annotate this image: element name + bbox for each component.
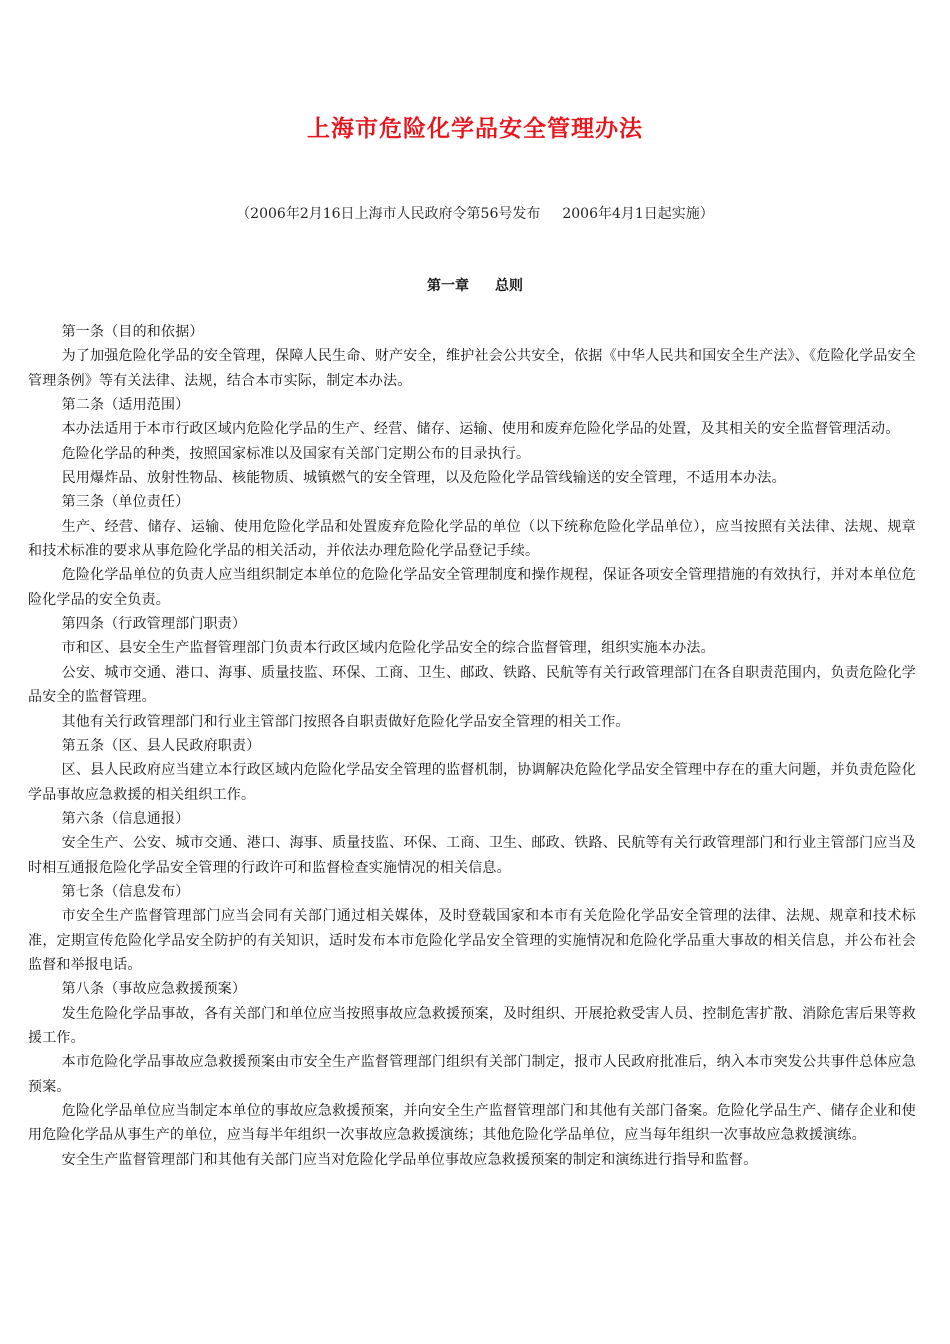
article-4-paragraph-2: 公安、城市交通、港口、海事、质量技监、环保、工商、卫生、邮政、铁路、民航等有关行政管理部门在各自职责范围内，负责危险化学品安全的监督管理。 (28, 664, 916, 706)
article-7-heading: 第七条（信息发布） (61, 883, 190, 900)
document-body (28, 320, 916, 1172)
article-7-paragraph: 市安全生产监督管理部门应当会同有关部门通过相关媒体，及时登载国家和本市有关危险化学品安全管理的法律、法规、规章和技术标准，定期宣传危险化学品安全防护的有关知识，适时发布本市危险化学品安全管理的实施情况和危险化学品重大事故的相关信息，并公布社会监督和举报电话。 (28, 908, 916, 973)
document-title: 上海市危险化学品安全管理办法 (307, 116, 643, 142)
article-8-paragraph-2: 本市危险化学品事故应急救援预案由市安全生产监督管理部门组织有关部门制定，报市人民政府批准后，纳入本市突发公共事件总体应急预案。 (28, 1054, 916, 1095)
article-3-paragraph-2: 危险化学品单位的负责人应当组织制定本单位的危险化学品安全管理制度和操作规程，保证各项安全管理措施的有效执行，并对本单位危险化学品的安全负责。 (28, 567, 916, 608)
article-2-paragraph-3: 民用爆炸品、放射性物品、核能物质、城镇燃气的安全管理，以及危险化学品管线输送的安全管理，不适用本办法。 (61, 470, 786, 487)
chapter-heading (0, 275, 950, 295)
chapter-number: 第一章 (427, 278, 469, 294)
article-3-paragraph-1: 生产、经营、储存、运输、使用危险化学品和处置废弃危险化学品的单位（以下统称危险化学品单位），应当按照有关法律、法规、规章和技术标准的要求从事危险化学品的相关活动，并依法办理危险化学品登记手续。 (28, 518, 916, 560)
effective-date-info: 2006年4月1日起实施） (562, 206, 714, 222)
chapter-title: 总则 (495, 278, 523, 294)
article-4-paragraph-1: 市和区、县安全生产监督管理部门负责本行政区域内危险化学品安全的综合监督管理，组织实施本办法。 (61, 640, 715, 657)
article-8-paragraph-4: 安全生产监督管理部门和其他有关部门应当对危险化学品单位事故应急救援预案的制定和演练进行指导和监督。 (61, 1151, 758, 1168)
article-6-paragraph: 安全生产、公安、城市交通、港口、海事、质量技监、环保、工商、卫生、邮政、铁路、民航等有关行政管理部门和行业主管部门应当及时相互通报危险化学品安全管理的行政许可和监督检查实施情况的相关信息。 (28, 835, 916, 876)
article-1-paragraph: 为了加强危险化学品的安全管理，保障人民生命、财产安全，维护社会公共安全，依据《中华人民共和国安全生产法》、《危险化学品安全管理条例》等有关法律、法规，结合本市实际，制定本办法。 (28, 348, 916, 389)
article-1-heading: 第一条（目的和依据） (61, 324, 204, 340)
article-8-heading: 第八条（事故应急救援预案） (61, 981, 247, 998)
article-4-paragraph-3: 其他有关行政管理部门和行业主管部门按照各自职责做好危险化学品安全管理的相关工作。 (61, 713, 630, 730)
article-5-heading: 第五条（区、县人民政府职责） (61, 737, 261, 754)
article-8-paragraph-3: 危险化学品单位应当制定本单位的事故应急救援预案，并向安全生产监督管理部门和其他有关部门备案。危险化学品生产、储存企业和使用危险化学品从事生产的单位，应当每半年组织一次事故应急救援演练；其他危险化学品单位，应当每年组织一次事故应急救援演练。 (28, 1103, 916, 1144)
article-6-heading: 第六条（信息通报） (61, 810, 190, 827)
promulgation-info: （2006年2月16日上海市人民政府令第56号发布 (236, 206, 541, 222)
article-2-paragraph-2: 危险化学品的种类，按照国家标准以及国家有关部门定期公布的目录执行。 (61, 445, 531, 462)
article-5-paragraph: 区、县人民政府应当建立本行政区域内危险化学品安全管理的监督机制，协调解决危险化学品安全管理中存在的重大问题，并负责危险化学品事故应急救援的相关组织工作。 (28, 762, 916, 803)
article-4-heading: 第四条（行政管理部门职责） (61, 616, 247, 633)
article-2-heading: 第二条（适用范围） (61, 397, 190, 414)
article-8-paragraph-1: 发生危险化学品事故，各有关部门和单位应当按照事故应急救援预案，及时组织、开展抢救受害人员、控制危害扩散、消除危害后果等救援工作。 (28, 1005, 916, 1046)
article-3-heading: 第三条（单位责任） (61, 494, 190, 511)
article-2-paragraph-1: 本办法适用于本市行政区域内危险化学品的生产、经营、储存、运输、使用和废弃危险化学品的处置，及其相关的安全监督管理活动。 (61, 421, 900, 438)
document-subtitle (0, 203, 950, 223)
